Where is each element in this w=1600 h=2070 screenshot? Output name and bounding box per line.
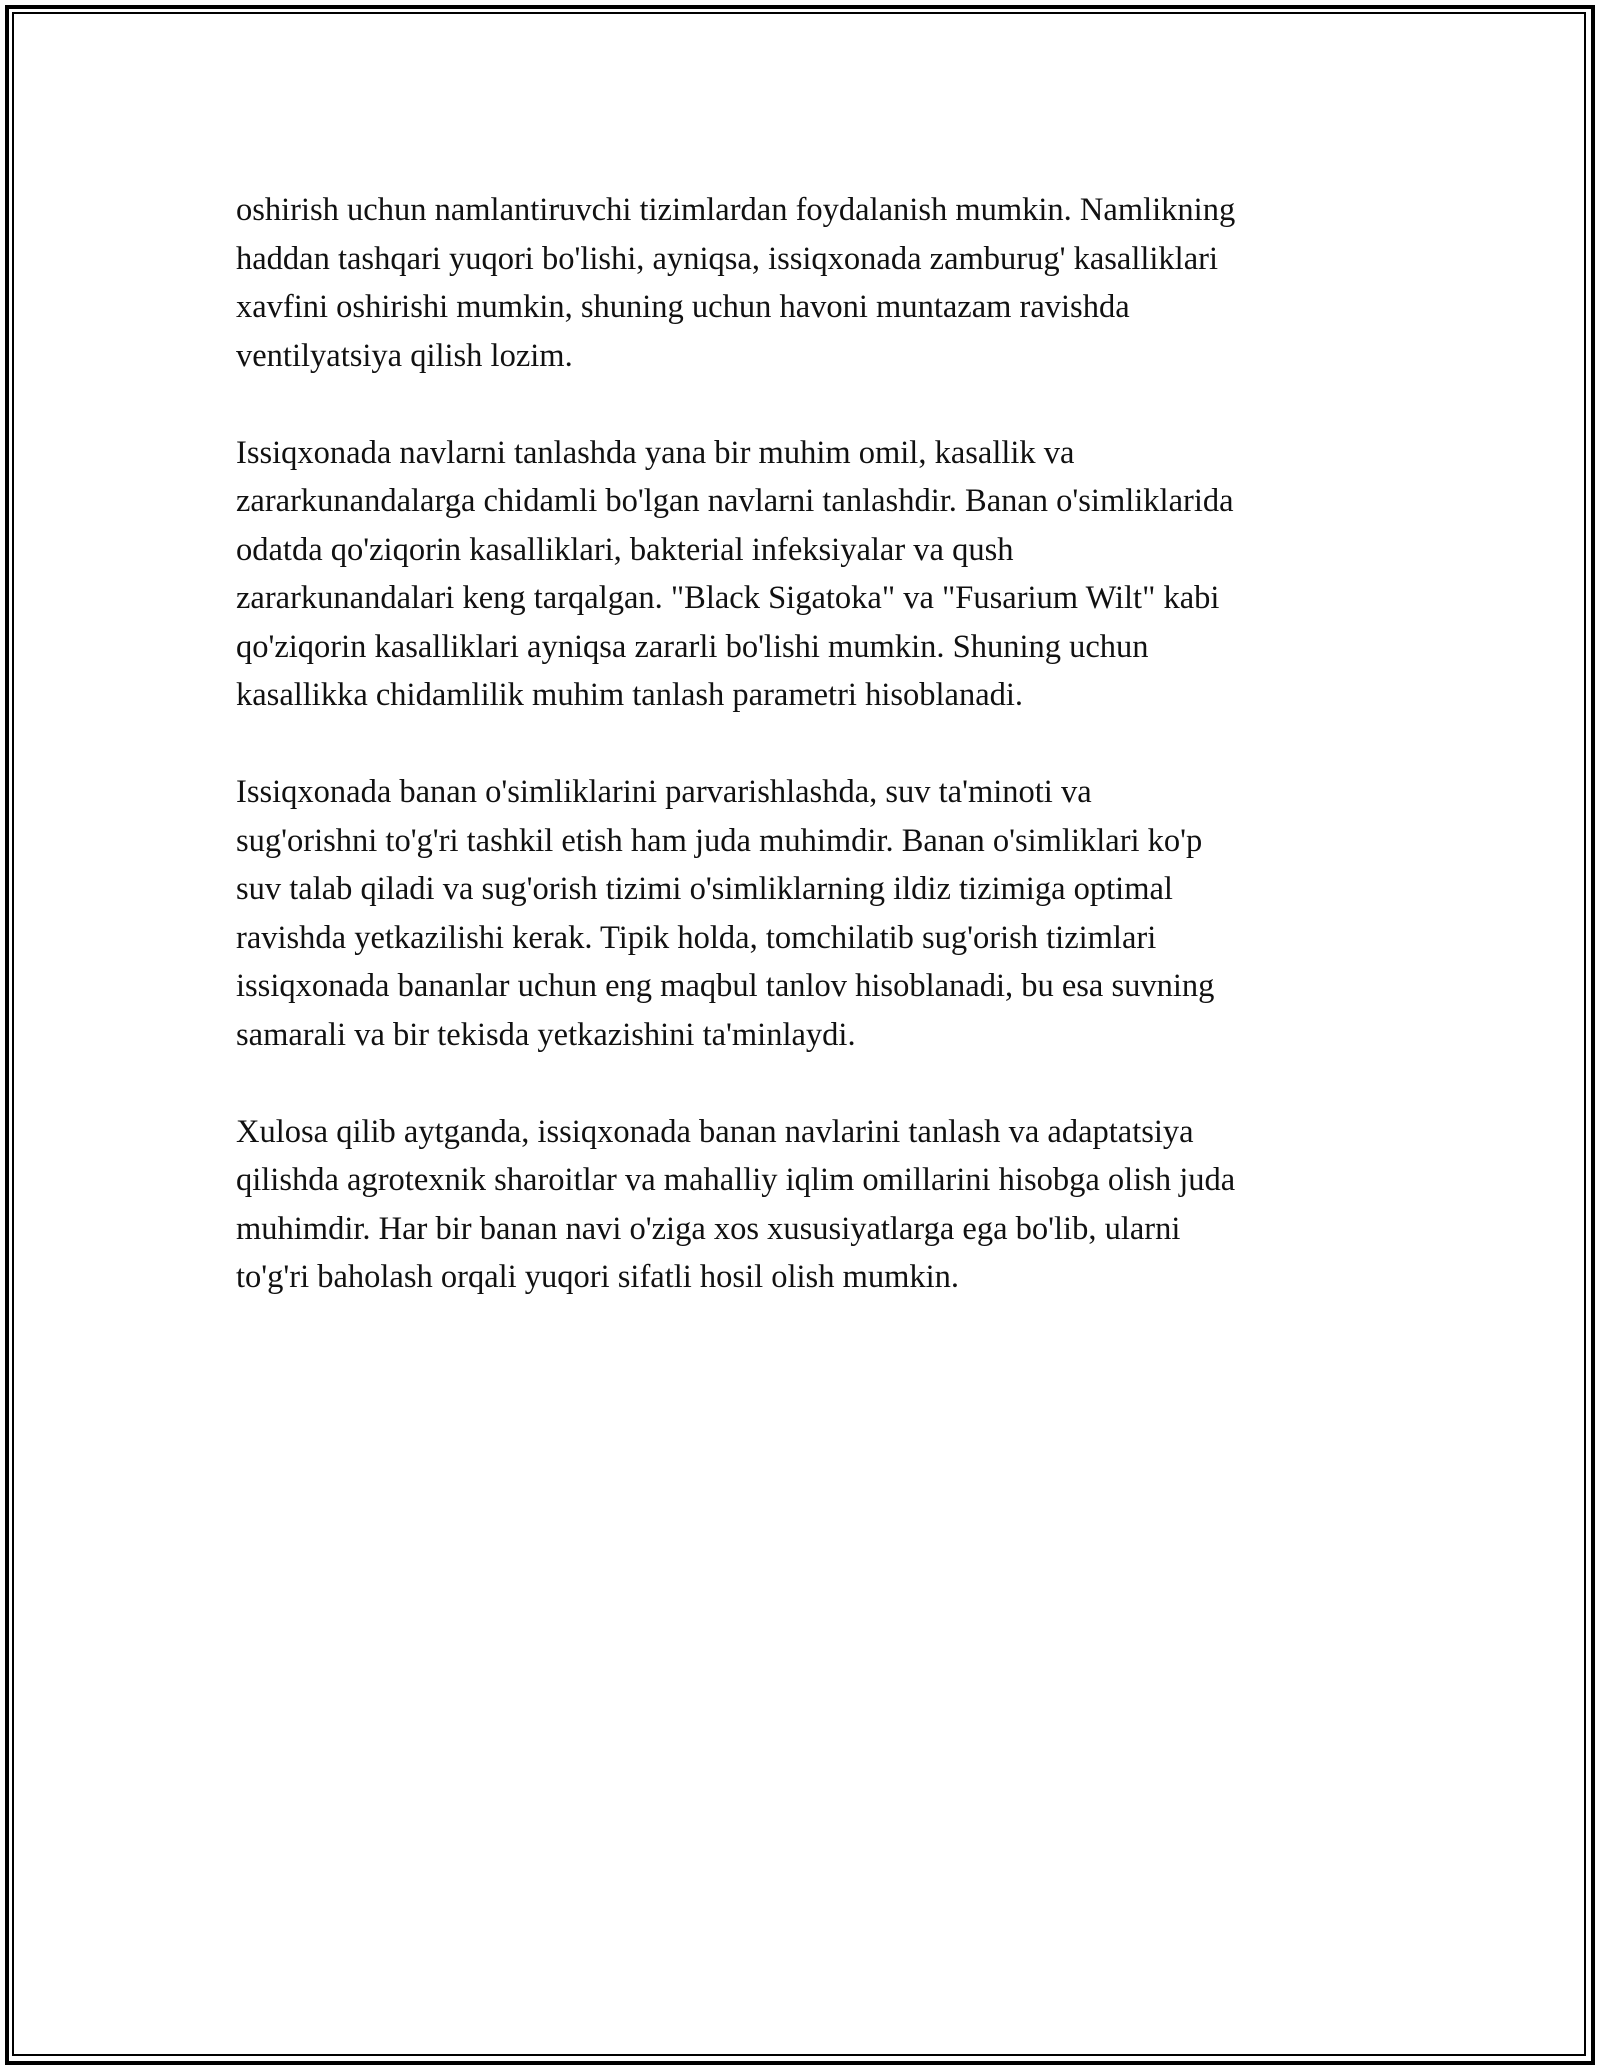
paragraph-humidity — [236, 186, 1376, 380]
text-line: sug'orishni to'g'ri tashkil etish ham juda muhimdir. Banan o'simliklari ko'p — [236, 822, 1203, 859]
text-line: haddan tashqari yuqori bo'lishi, ayniqsa, issiqxonada zamburug' kasalliklari — [236, 240, 1218, 277]
text-line: Xulosa qilib aytganda, issiqxonada banan navlarini tanlash va adaptatsiya — [236, 1113, 1194, 1150]
text-line: ravishda yetkazilishi kerak. Tipik holda, tomchilatib sug'orish tizimlari — [236, 919, 1157, 956]
text-line: qo'ziqorin kasalliklari ayniqsa zararli bo'lishi mumkin. Shuning uchun — [236, 628, 1149, 665]
text-line: Issiqxonada navlarni tanlashda yana bir muhim omil, kasallik va — [236, 434, 1075, 471]
text-line: zararkunandalari keng tarqalgan. "Black Sigatoka" va "Fusarium Wilt" kabi — [236, 580, 1220, 616]
text-line: ventilyatsiya qilish lozim. — [236, 337, 573, 374]
text-line: samarali va bir tekisda yetkazishini ta'minlaydi. — [236, 1016, 856, 1053]
text-line: to'g'ri baholash orqali yuqori sifatli hosil olish mumkin. — [236, 1259, 960, 1295]
document-body — [236, 186, 1376, 1350]
text-line: xavfini oshirishi mumkin, shuning uchun havoni muntazam ravishda — [236, 289, 1130, 325]
paragraph-conclusion — [236, 1108, 1376, 1302]
text-line: oshirish uchun namlantiruvchi tizimlardan foydalanish mumkin. Namlikning — [236, 192, 1236, 228]
text-line: issiqxonada bananlar uchun eng maqbul tanlov hisoblanadi, bu esa suvning — [236, 968, 1215, 1004]
text-line: zararkunandalarga chidamli bo'lgan navlarni tanlashdir. Banan o'simliklarida — [236, 483, 1234, 519]
paragraph-irrigation — [236, 768, 1376, 1059]
text-line: kasallikka chidamlilik muhim tanlash parametri hisoblanadi. — [236, 677, 1024, 713]
paragraph-disease-resistance — [236, 429, 1376, 720]
text-line: Issiqxonada banan o'simliklarini parvarishlashda, suv ta'minoti va — [236, 774, 1092, 810]
text-line: odatda qo'ziqorin kasalliklari, bakterial infeksiyalar va qush — [236, 531, 1014, 568]
text-line: suv talab qiladi va sug'orish tizimi o'simliklarning ildiz tizimiga optimal — [236, 871, 1173, 907]
text-line: qilishda agrotexnik sharoitlar va mahalliy iqlim omillarini hisobga olish juda — [236, 1162, 1236, 1198]
text-line: muhimdir. Har bir banan navi o'ziga xos xususiyatlarga ega bo'lib, ularni — [236, 1210, 1181, 1247]
